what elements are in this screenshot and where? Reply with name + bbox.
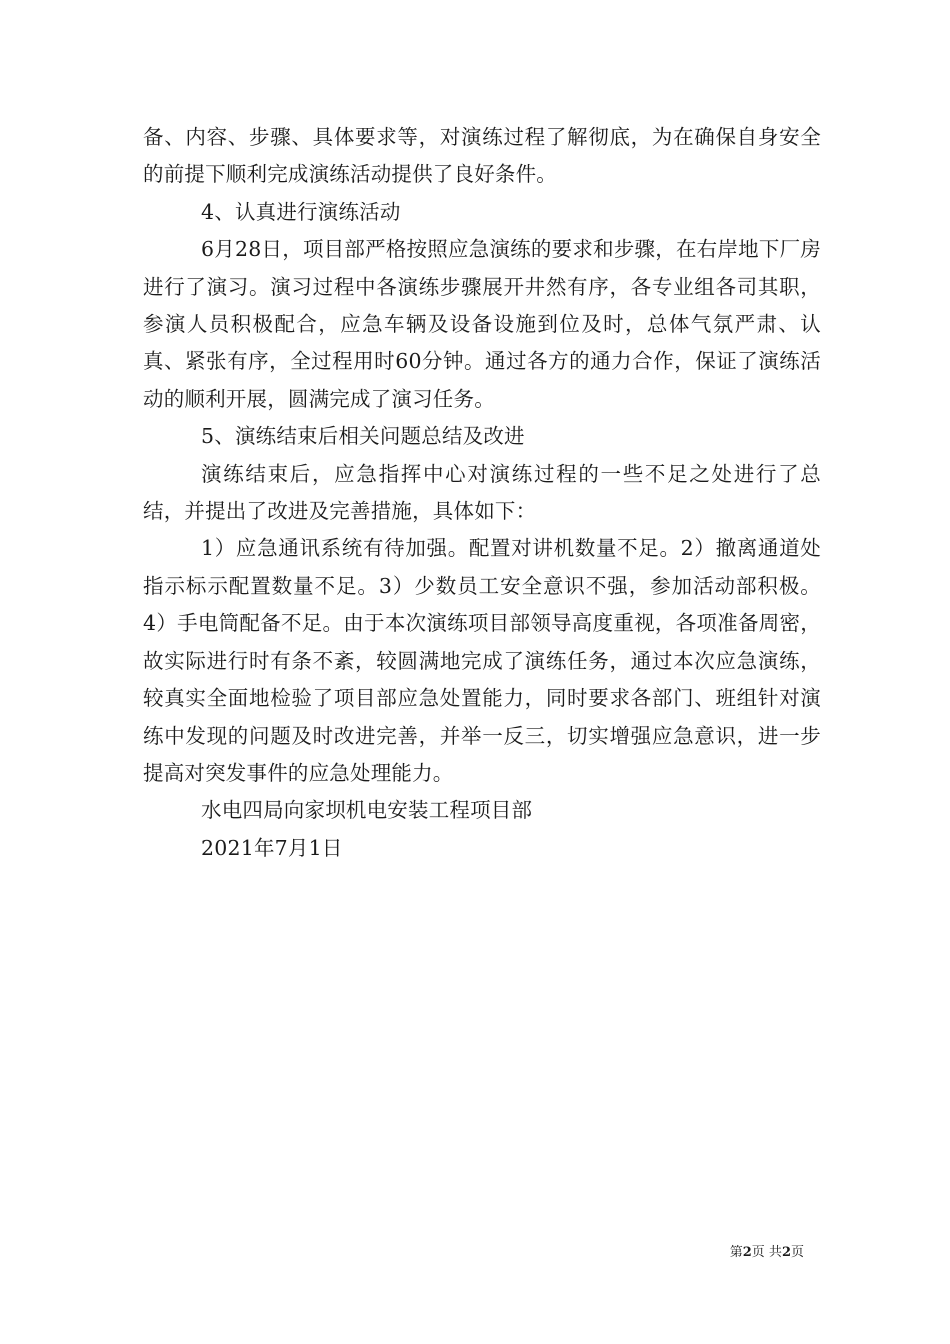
paragraph-issues-list: 1）应急通讯系统有待加强。配置对讲机数量不足。2）撤离通道处指示标示配置数量不足。3）少数员工安全意识不强，参加活动部积极。4）手电筒配备不足。由于本次演练项目部领导高度重视，各项准备周密，故实际进行时有条不紊，较圆满地完成了演练任务，通过本次应急演练，较真实全面地检验了项目部应急处置能力，同时要求各部门、班组针对演练中发现的问题及时改进完善，并举一反三，切实增强应急意识，进一步提高对突发事件的应急处理能力。 [143, 536, 821, 785]
footer-prefix: 第 [729, 1245, 743, 1260]
page-number-footer [730, 1245, 804, 1261]
footer-suffix: 页 [790, 1245, 804, 1260]
signature-date: 2021年7月1日 [201, 835, 343, 860]
paragraph-continuation: 备、内容、步骤、具体要求等，对演练过程了解彻底，为在确保自身安全的前提下顺利完成演练活动提供了良好条件。 [143, 125, 821, 187]
footer-middle: 页 共 [751, 1245, 782, 1260]
section-heading-4: 4、认真进行演练活动 [201, 199, 401, 224]
signature-organization: 水电四局向家坝机电安装工程项目部 [201, 798, 533, 823]
section-heading-5: 5、演练结束后相关问题总结及改进 [201, 424, 525, 449]
footer-current-page: 2 [742, 1245, 752, 1260]
paragraph-drill-activity: 6月28日，项目部严格按照应急演练的要求和步骤，在右岸地下厂房进行了演习。演习过程中各演练步骤展开井然有序，各专业组各司其职，参演人员积极配合，应急车辆及设备设施到位及时，总体气氛严肃、认真、紧张有序，全过程用时60分钟。通过各方的通力合作，保证了演练活动的顺利开展，圆满完成了演习任务。 [143, 237, 821, 411]
paragraph-summary-intro: 演练结束后，应急指挥中心对演练过程的一些不足之处进行了总结，并提出了改进及完善措施，具体如下： [143, 461, 821, 524]
document-body [143, 119, 821, 867]
footer-total-pages: 2 [781, 1245, 791, 1260]
